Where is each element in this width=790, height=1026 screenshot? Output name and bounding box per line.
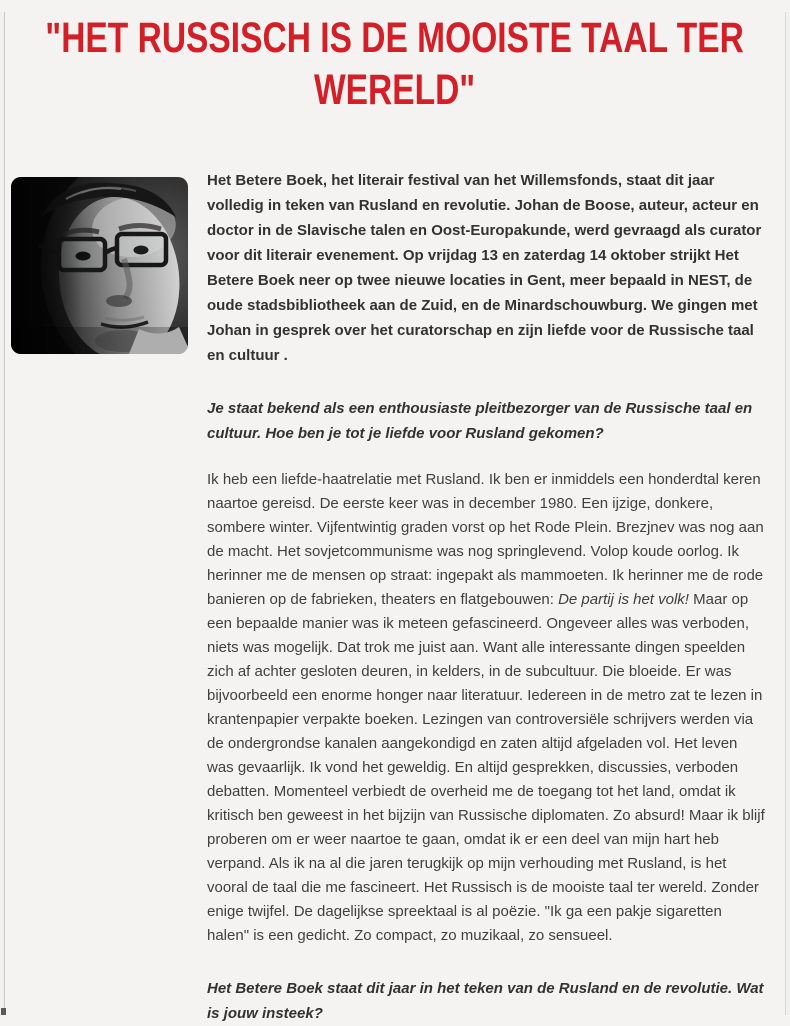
italic-phrase: De partij is het volk! — [558, 591, 689, 608]
answer-paragraph-1 — [207, 468, 766, 948]
intro-paragraph: Het Betere Boek, het literair festival van het Willemsfonds, staat dit jaar volledig in teken van Rusland en revolutie. Johan de Boose, auteur, acteur en doctor in de Slavische talen en Oost-Europakunde, werd gevraagd als curator voor dit literair evenement. Op vrijdag 13 en zaterdag 14 oktober strijkt Het Betere Boek neer op twee nieuwe locaties in Gent, meer bepaald in NEST, de oude stadsbibliotheek aan de Zuid, en de Minardschouwburg. We gingen met Johan in gesprek over het curatorschap en zijn liefde voor de Russische taal en cultuur . — [207, 172, 762, 364]
interview-question-1: Je staat bekend als een enthousiaste pleitbezorger van de Russische taal en cultuur. Hoe ben je tot je liefde voor Rusland gekomen? — [207, 400, 753, 442]
page-edge-artifact — [1, 1008, 6, 1015]
article-body — [207, 168, 766, 1026]
page-left-border — [0, 12, 5, 1015]
interview-question-2: Het Betere Boek staat dit jaar in het teken van de Rusland en de revolutie. Wat is jouw insteek? — [207, 980, 764, 1022]
page-title: "HET RUSSISCH IS DE MOOISTE TAAL TER WERELD" — [45, 14, 745, 114]
portrait-photo-illustration — [11, 177, 188, 354]
answer-text-segment: Maar op een bepaalde manier was ik meteen gefascineerd. Ongeveer alles was verboden, niets was mogelijk. Dat trok me juist aan. Want alle interessante dingen speelden zich af achter gesloten deuren, in kelders, in de subcultuur. Die bloeide. Er was bijvoorbeeld een enorme honger naar literatuur. Iedereen in de metro zat te lezen in krantenpapier verpakte boeken. Lezingen van controversiële schrijvers werden via de ondergrondse kanalen aangekondigd en zaten altijd afgeladen vol. Het leven was gevaarlijk. Ik vond het geweldig. En altijd gesprekken, discussies, verboden debatten. Momenteel verbiedt de overheid me de toegang tot het land, omdat ik kritisch ben geweest in het bijzijn van Russische diplomaten. Zo absurd! Maar ik blijf proberen om er weer naartoe te gaan, omdat ik er een deel van mijn hart heb verpand. Als ik na al die jaren terugkijk op mijn verhouding met Rusland, is het vooral de taal die me fascineert. Het Russisch is de mooiste taal ter wereld. Zonder enige twijfel. De dagelijkse spreektaal is al poëzie. "Ik ga een pakje sigaretten halen" is een gedicht. Zo compact, zo muzikaal, zo sensueel. — [207, 591, 765, 944]
portrait-photo — [11, 177, 188, 354]
answer-text-segment: Ik heb een liefde-haatrelatie met Rusland. Ik ben er inmiddels een honderdtal keren naartoe gereisd. De eerste keer was in december 1980. Een ijzige, donkere, sombere winter. Vijfentwintig graden vorst op het Rode Plein. Brezjnev was nog aan de macht. Het sovjetcommunisme was nog springlevend. Volop koude oorlog. Ik herinner me de mensen op straat: ingepakt als mammoeten. Ik herinner me de rode banieren op de fabrieken, theaters en flatgebouwen: — [207, 471, 764, 608]
scrollbar-track[interactable] — [785, 12, 790, 1015]
